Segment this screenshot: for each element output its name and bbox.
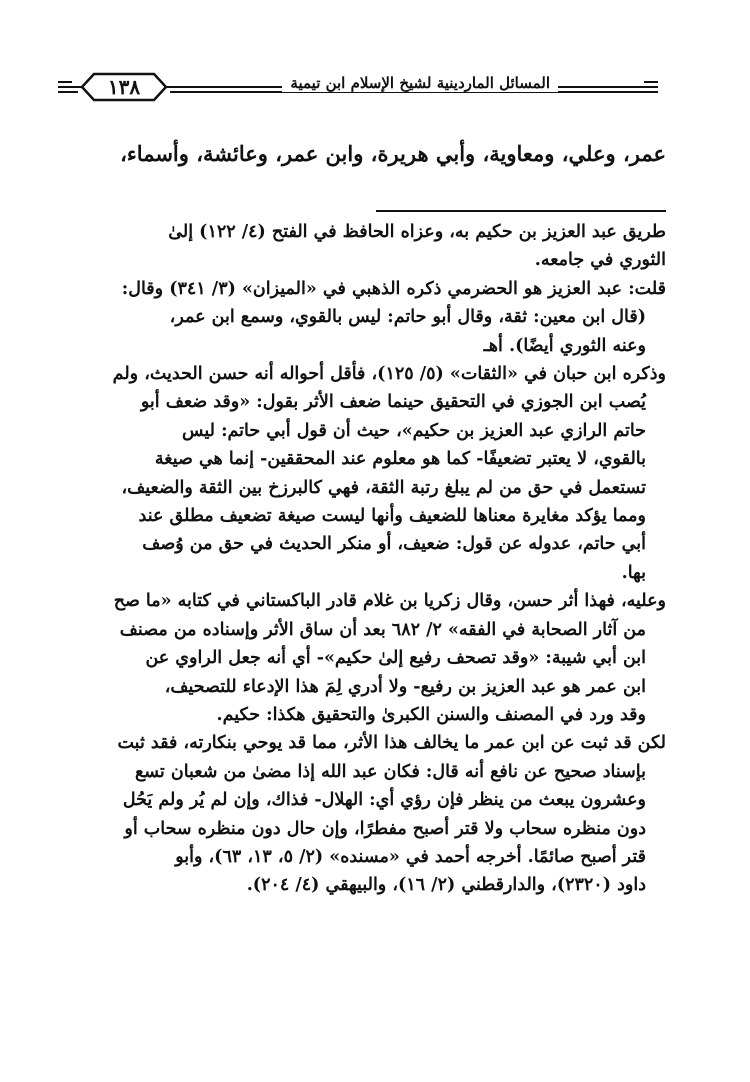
footnote-line: دون منظره سحاب ولا قتر أصبح مفطرًا، وإن حال دون منظره سحاب أو bbox=[124, 818, 646, 839]
footnote-line: تستعمل في حق من لم يبلغ رتبة الثقة، فهي كالبرزخ بين الثقة والضعيف، bbox=[121, 477, 646, 498]
footnote-separator bbox=[376, 210, 666, 212]
footnote-line: حاتم الرازي عبد العزيز بن حكيم»، حيث أن قول أبي حاتم: ليس bbox=[182, 420, 646, 441]
footnote-line: وعنه الثوري أيضًا). أهـ bbox=[483, 335, 646, 356]
footnote-line: أبي حاتم، عدوله عن قول: ضعيف، أو منكر الحديث في حق من وُصف bbox=[142, 534, 646, 555]
footnotes bbox=[58, 218, 666, 900]
footnote-line: ابن عمر هو عبد العزيز بن رفيع- ولا أدري لِمَ هذا الإدعاء للتصحيف، bbox=[164, 676, 646, 697]
footnote-line: طريق عبد العزيز بن حكيم به، وعزاه الحافظ في الفتح (٤/ ١٢٢) إلىٰ bbox=[168, 222, 666, 242]
footnote-line: يُصب ابن الجوزي في التحقيق حينما ضعف الأثر بقول: «وقد ضعف أبو bbox=[140, 392, 646, 413]
footnote-paragraph-5 bbox=[58, 729, 666, 899]
footnote-line: بها. bbox=[621, 562, 646, 583]
footnote-line: لكن قد ثبت عن ابن عمر ما يخالف هذا الأثر، مما قد يوحي بنكارته، فقد ثبت bbox=[117, 733, 666, 754]
footnote-line: قلت: عبد العزيز هو الحضرمي ذكره الذهبي في «الميزان» (٣/ ٣٤١) وقال: bbox=[121, 278, 666, 299]
footnote-line: وعشرون يبعث من ينظر فإن رؤي أي: الهلال- فذاك، وإن لم يُر ولم يَحُل bbox=[122, 790, 646, 811]
footnote-paragraph-1 bbox=[58, 218, 666, 275]
page-number-badge bbox=[78, 70, 170, 104]
footnote-line: قتر أصبح صائمًا. أخرجه أحمد في «مسنده» (٢/ ٥، ١٣، ٦٣)، وأبو bbox=[175, 846, 646, 867]
running-title: المسائل الماردينية لشيخ الإسلام ابن تيمية bbox=[282, 74, 558, 92]
footnote-line: ومما يؤكد مغايرة معناها للضعيف وأنها ليست صيغة تضعيف مطلق عند bbox=[138, 506, 646, 527]
footnote-line: داود (٢٣٢٠)، والدارقطني (٢/ ١٦)، والبيهقي (٤/ ٢٠٤). bbox=[246, 875, 646, 896]
footnote-paragraph-3 bbox=[58, 360, 666, 587]
footnote-line: الثوري في جامعه. bbox=[534, 250, 666, 271]
footnote-line: من آثار الصحابة في الفقه» ٢/ ٦٨٢ بعد أن ساق الأثر وإسناده من مصنف bbox=[119, 619, 646, 640]
footnote-paragraph-2 bbox=[58, 275, 666, 360]
footnote-line: بالقوي، لا يعتبر تضعيفًا- كما هو معلوم عند المحققين- إنما هي صيغة bbox=[154, 449, 646, 470]
footnote-line: بإسناد صحيح عن نافع أنه قال: فكان عبد الله إذا مضىٰ من شعبان تسع bbox=[134, 761, 646, 782]
page-header bbox=[58, 70, 658, 106]
header-ornament-right bbox=[644, 81, 658, 93]
footnote-line: وذكره ابن حبان في «الثقات» (٥/ ١٢٥)، فأقل أحواله أنه حسن الحديث، ولم bbox=[112, 364, 666, 385]
header-ornament-left bbox=[58, 81, 72, 93]
main-text-line: عمر، وعلي، ومعاوية، وأبي هريرة، وابن عمر، وعائشة، وأسماء، bbox=[120, 141, 666, 166]
footnote-paragraph-4 bbox=[58, 587, 666, 729]
footnote-line: ابن أبي شيبة: «وقد تصحف رفيع إلىٰ حكيم»- أي أنه جعل الراوي عن bbox=[145, 648, 646, 669]
footnote-line: وقد ورد في المصنف والسنن الكبرىٰ والتحقيق هكذا: حكيم. bbox=[216, 704, 646, 725]
footnote-line: (قال ابن معين: ثقة، وقال أبو حاتم: ليس بالقوي، وسمع ابن عمر، bbox=[169, 307, 646, 328]
footnote-line: وعليه، فهذا أثر حسن، وقال زكريا بن غلام قادر الباكستاني في كتابه «ما صح bbox=[113, 591, 666, 612]
page-number: ١٣٨ bbox=[107, 75, 141, 99]
